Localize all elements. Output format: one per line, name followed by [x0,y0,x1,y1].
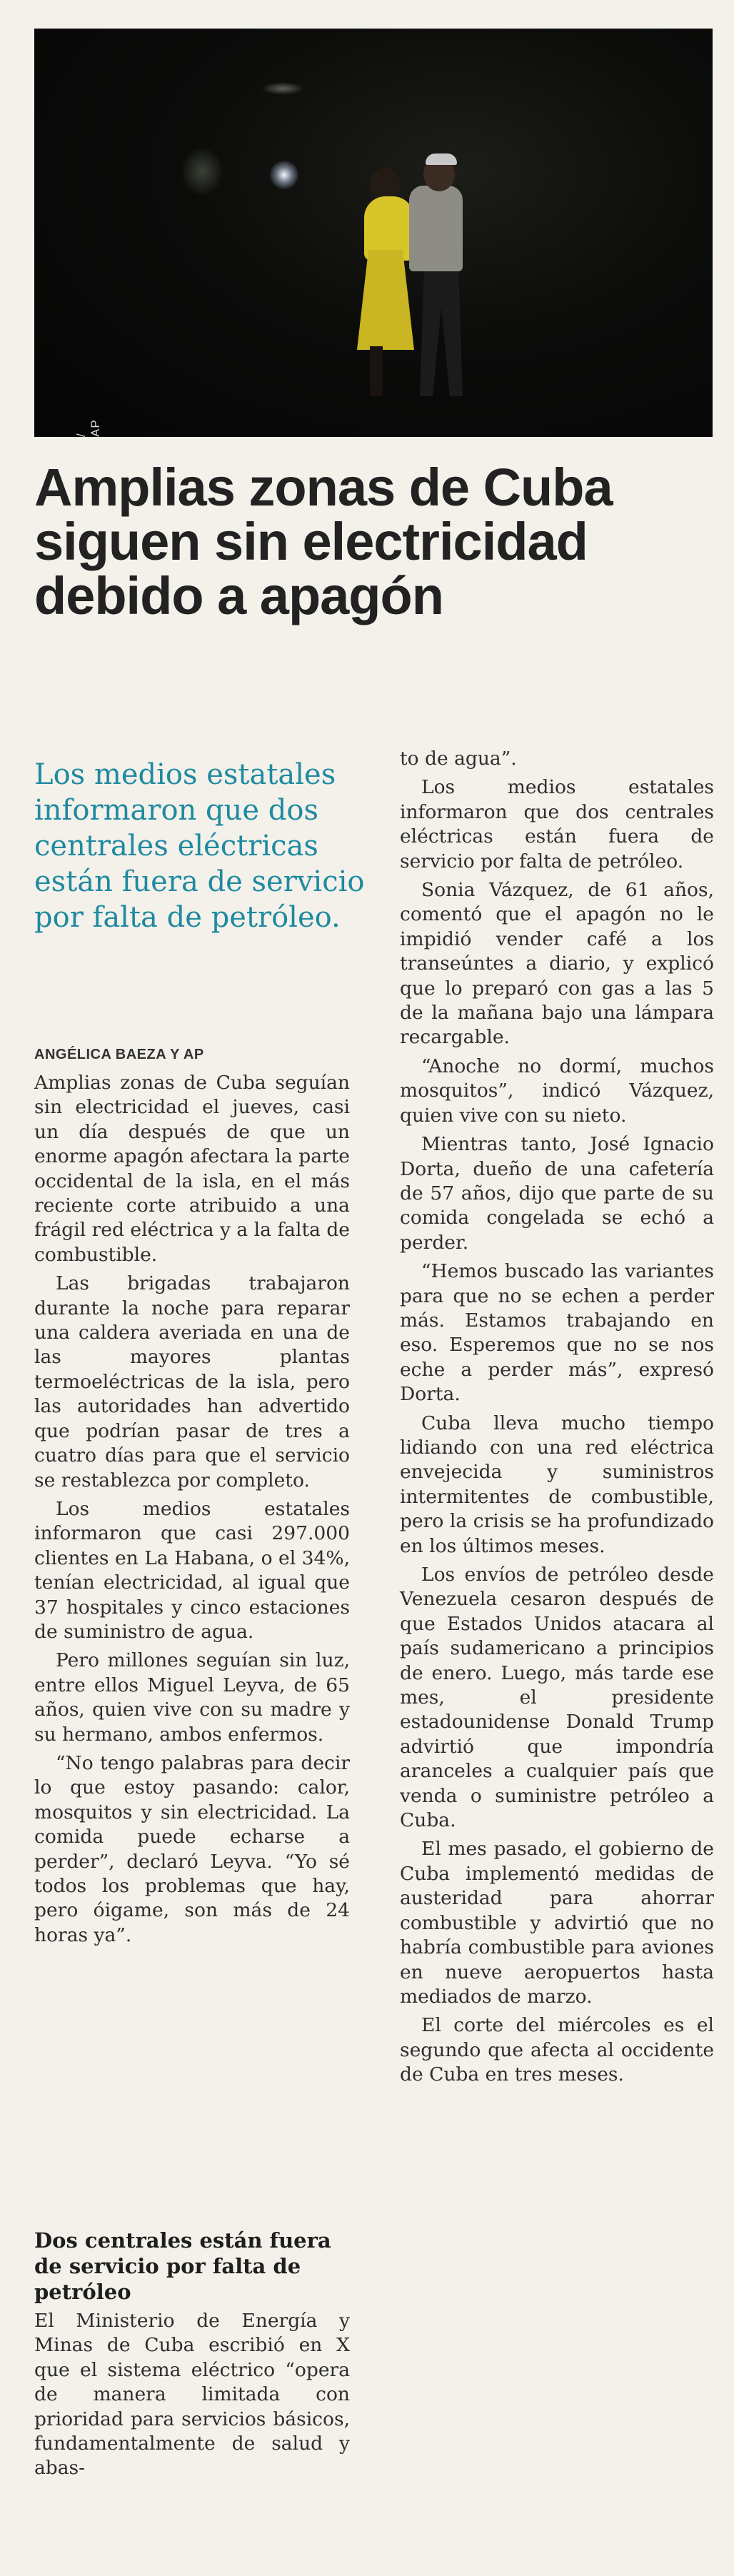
paragraph: El corte del miércoles es el segundo que afecta al occidente de Cuba en tres meses. [400,2014,714,2086]
woman-figure-leg [370,346,383,396]
paragraph: “Hemos buscado las variantes para que no se echen a perder más. Estamos trabajando en eso. Esperemos que no se nos eche a perder más”, expresó Dorta. [400,1260,714,1406]
paragraph: “Anoche no dormí, muchos mosquitos”, indicó Vázquez, quien vive con su nieto. [400,1055,714,1127]
article-photo [34,29,713,437]
paragraph: to de agua”. [400,748,517,770]
paragraph: El Ministerio de Energía y Minas de Cuba escribió en X que el sistema eléctrico “opera de manera limitada con prioridad para servicios básicos, fundamentalmente de salud y abas- [34,2310,350,2480]
paragraph: Pero millones seguían sin luz, entre ellos Miguel Leyva, de 65 años, quien vive con su madre y su hermano, ambos enfermos. [34,1649,350,1746]
article-subhead: Dos centrales están fuera de servicio por falta de petróleo [34,2228,331,2304]
article-lead: Los medios estatales informaron que dos centrales eléctricas están fuera de servicio por falta de petróleo. [34,758,365,934]
paragraph: Las brigadas trabajaron durante la noche para reparar una caldera averiada en una de las mayores plantas termoeléctricas de la isla, pero las autoridades han advertido que podrían pasar de tres a cuatro días para que el servicio se restablezca por completo. [34,1272,350,1491]
paragraph: Cuba lleva mucho tiempo lidiando con una red eléctrica envejecida y suministros intermitentes de combustible, pero la crisis se ha profundizado en los últimos meses. [400,1412,714,1557]
man-figure-torso [409,186,463,271]
paragraph: El mes pasado, el gobierno de Cuba implementó medidas de austeridad para ahorrar combustible y advirtió que no habría combustible para aviones en nueve aeropuertos hasta mediados de marzo. [400,1838,714,2008]
photo-credit: / AP [74,419,102,437]
paragraph: Amplias zonas de Cuba seguían sin electricidad el jueves, casi un día después de que un enorme apagón afectara la parte occidental de la isla, en el más reciente corte atribuido a una frágil red eléctrica y a la falta de combustible. [34,1072,350,1266]
streetlight-glow [261,82,304,95]
article-headline: Amplias zonas de Cuba siguen sin electricidad debido a apagón [34,458,613,625]
paragraph: Los medios estatales informaron que casi 297.000 clientes en La Habana, o el 34%, tenían electricidad, al igual que 37 hospitales y cinco estaciones de suministro de agua. [34,1497,350,1643]
man-figure-cap [426,154,457,165]
paragraph: Mientras tanto, José Ignacio Dorta, dueño de una cafetería de 57 años, dijo que parte de su comida congelada se echó a perder. [400,1133,714,1254]
flashlight-glow [270,161,298,189]
paragraph: Los envíos de petróleo desde Venezuela cesaron después de que Estados Unidos atacara al país sudamericano a principios de enero. Luego, más tarde ese mes, el presidente estadounidense Donald Trump advirtió que impondría aranceles a cualquier país que venda o suministre petróleo a Cuba. [400,1564,714,1832]
left-column-body [34,1071,350,1952]
background-light [181,146,223,196]
article-byline: ANGÉLICA BAEZA Y AP [34,1047,204,1062]
paragraph: “No tengo palabras para decir lo que estoy pasando: calor, mosquitos y sin electricidad. La comida puede echarse a perder”, declaró Leyva. “Yo sé todos los problemas que hay, pero óigame, son más de 24 horas ya”. [34,1751,350,1946]
left-column-body-2 [34,2309,350,2485]
right-column-body [400,747,714,2092]
paragraph: Los medios estatales informaron que dos centrales eléctricas están fuera de servicio por falta de petróleo. [400,776,714,872]
paragraph: Sonia Vázquez, de 61 años, comentó que el apagón no le impidió vender café a los transeúntes a diario, y explicó que lo preparó con gas a las 5 de la mañana bajo una lámpara recargable. [400,879,714,1049]
woman-figure-dress [357,250,414,350]
man-figure-legs [420,268,463,396]
